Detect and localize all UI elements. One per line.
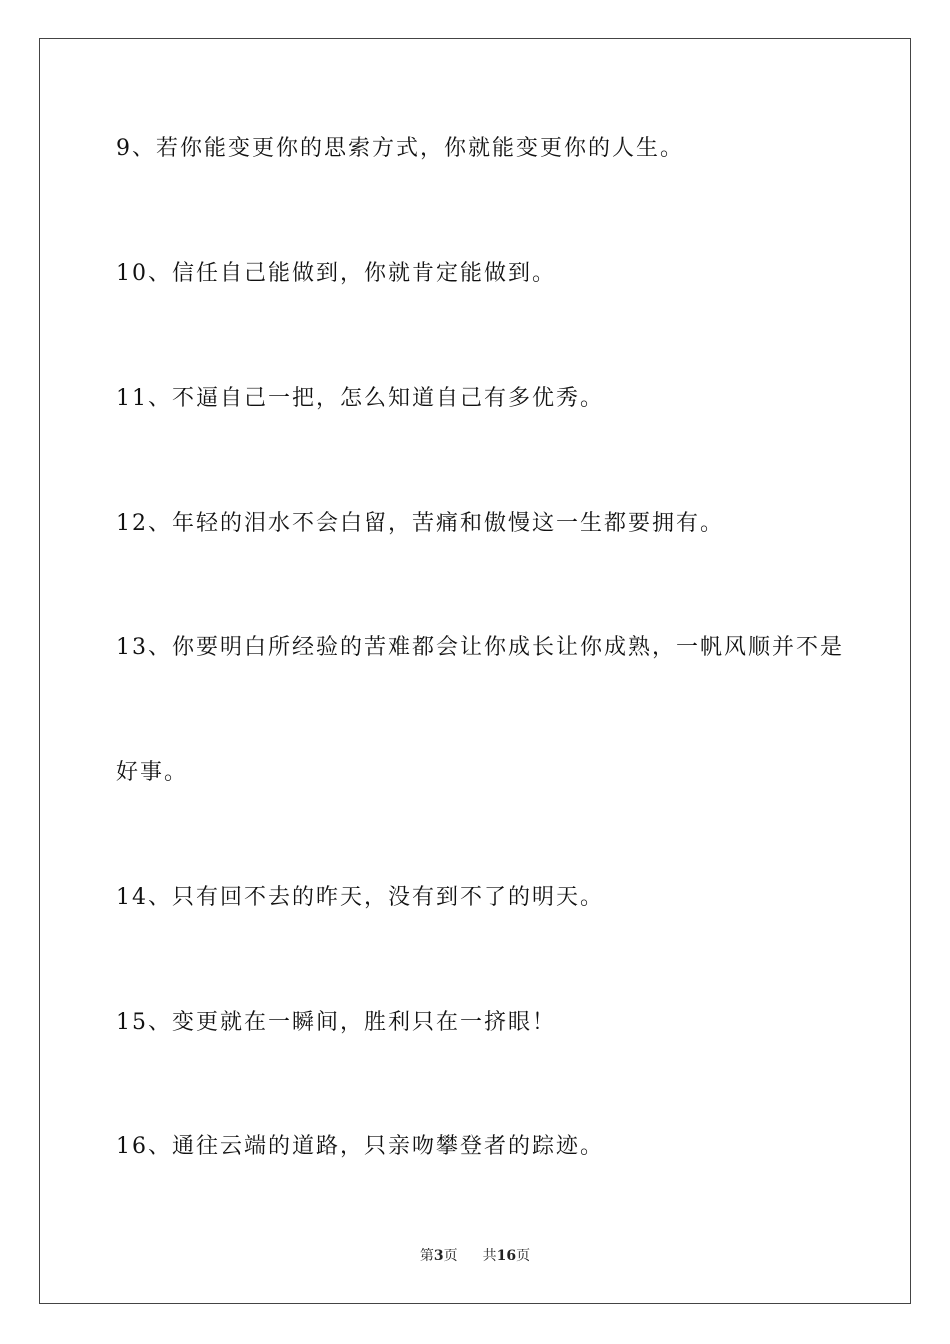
total-pages: 16 [496,1248,517,1264]
page-border [39,38,911,1304]
quote-line-13: 13、你要明白所经验的苦难都会让你成长让你成熟，一帆风顺并不是 [116,635,844,660]
quote-line-12: 12、年轻的泪水不会白留，苦痛和傲慢这一生都要拥有。 [116,511,724,536]
quote-line-9: 9、若你能变更你的思索方式，你就能变更你的人生。 [116,136,684,161]
quote-line-10: 10、信任自己能做到，你就肯定能做到。 [116,261,556,286]
total-pages-label: 共16页 [482,1248,531,1264]
quote-line-15: 15、变更就在一瞬间，胜利只在一挤眼！ [116,1010,556,1035]
quote-line-14: 14、只有回不去的昨天，没有到不了的明天。 [116,885,604,910]
page-number-label: 第3页 [419,1248,458,1264]
quote-line-13-continued: 好事。 [116,760,189,785]
page-number: 3 [433,1248,444,1264]
quote-line-11: 11、不逼自己一把，怎么知道自己有多优秀。 [116,386,604,411]
quote-line-16: 16、通往云端的道路，只亲吻攀登者的踪迹。 [116,1134,604,1159]
page-footer [0,1246,950,1266]
